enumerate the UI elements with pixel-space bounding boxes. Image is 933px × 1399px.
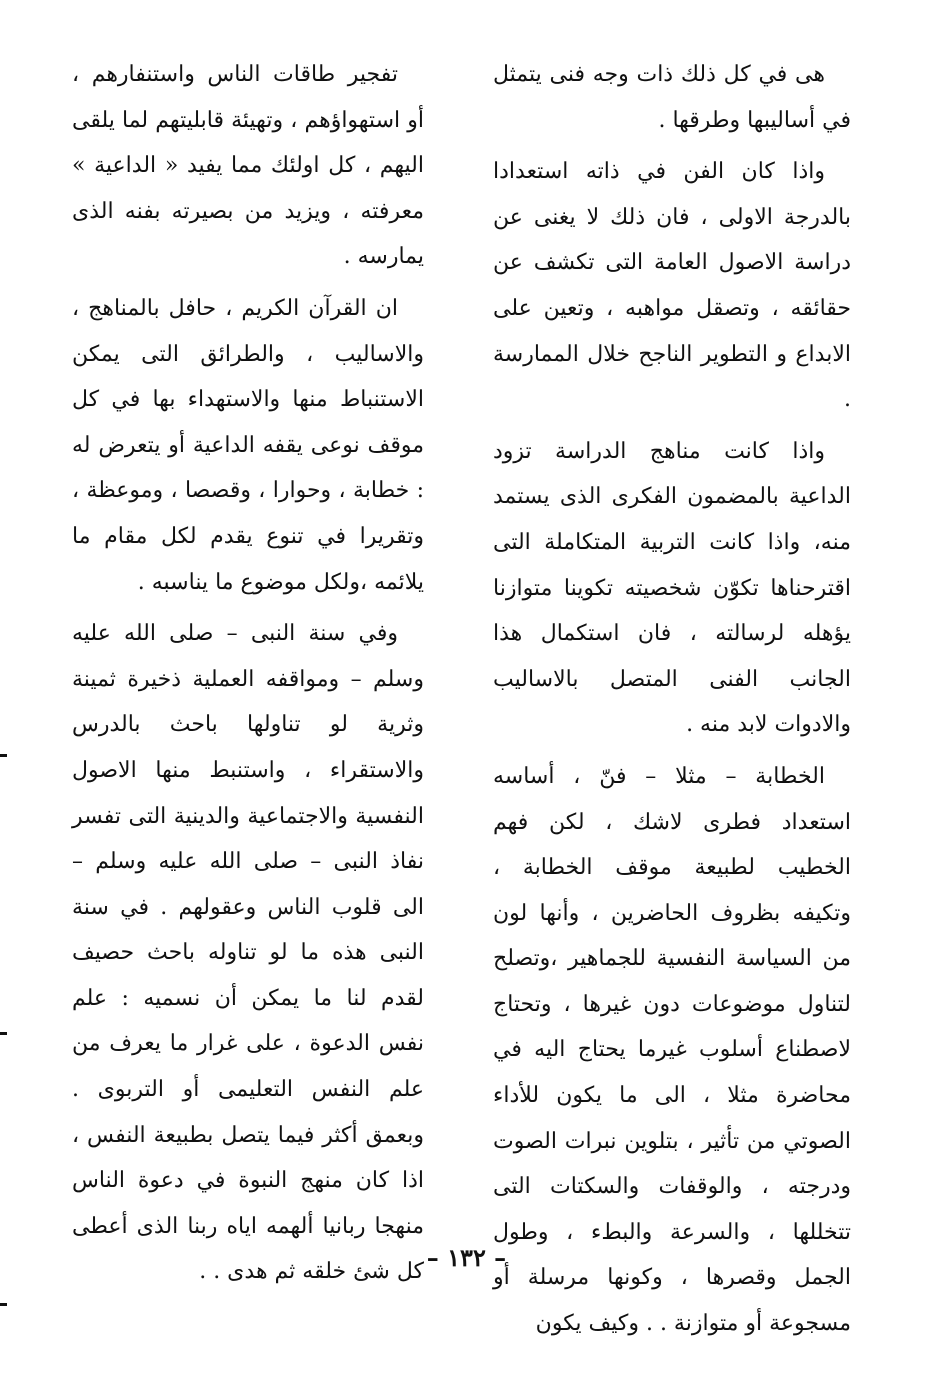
scan-margin-mark [0, 1303, 7, 1306]
paragraph: واذا كانت مناهج الدراسة تزود الداعية بالمضمون الفكرى الذى يستمد منه، واذا كانت التربية المتكاملة التى اقترحناها تكوّن شخصيته تكوينا متوازنا يؤهله لرسالته ، فان استكمال هذا الجانب الفنى المتصل بالاساليب والادوات لابد منه . [493, 438, 851, 738]
paragraph: هى في كل ذلك ذات وجه فنى يتمثل في أساليبها وطرقها . [493, 62, 851, 133]
paragraph: ان القرآن الكريم ، حافل بالمناهج ، والاساليب ، والطرائق التى يمكن الاستنباط منها والاستهداء بها في كل موقف نوعى يقفه الداعية أو يتعرض له : خطابة ، وحوارا ، وقصصا ، وموعظة ، وتقريرا في تنوع يقدم لكل مقام ما يلائمه ،ولكل موضوع ما يناسبه . [72, 295, 424, 595]
paragraph: الخطابة – مثلا – فنّ ، أساسه استعداد فطرى لاشك ، لكن فهم الخطيب لطبيعة موقف الخطابة ، وتكيفه بظروف الحاضرين ، وأنها لون من السياسة النفسية للجماهير ،وتصلح لتناول موضوعات دون غيرها ، وتحتاج لاصطناع أسلوب غيرما يحتاج اليه في محاضرة مثلا ، الى ما يكون للأداء الصوتي من تأثير ، بتلوين نبرات الصوت ودرجته ، والوقفات والسكتات التى تتخللها ، والسرعة والبطء ، وطول الجمل وقصرها ، وكونها مرسلة أو مسجوعة أو متوازنة . . وكيف يكون [493, 763, 851, 1337]
paragraph: تفجير طاقات الناس واستنفارهم ، أو استهواؤهم ، وتهيئة قابليتهم لما يلقى اليهم ، كل اولئك مما يفيد « الداعية » معرفته ، ويزيد من بصيرته بفنه الذى يمارسه . [72, 62, 424, 270]
paragraph: وفي سنة النبى – صلى الله عليه وسلم – ومواقفه العملية ذخيرة ثمينة وثرية لو تناولها باحث بالدرس والاستقراء ، واستنبط منها الاصول النفسية والاجتماعية والدينية التى تفسر نفاذ النبى – صلى الله عليه وسلم – الى قلوب الناس وعقولهم . في سنة النبى هذه ما لو تناوله باحث حصيف لقدم لنا ما يمكن أن نسميه : علم نفس الدعوة ، على غرار ما يعرف من علم النفس التعليمى أو التربوى . وبعمق أكثر فيما يتصل بطبيعة النفس ، اذا كان منهج النبوة في دعوة الناس منهجا ربانيا ألهمه اياه ربنا الذى أعطى كل شئ خلقه ثم هدى . . [72, 621, 424, 1285]
scan-margin-mark [0, 754, 7, 757]
left-column [72, 52, 424, 1295]
page-number: – ١٣٢ – [426, 1243, 507, 1272]
scan-margin-mark [0, 1032, 7, 1035]
right-column [493, 52, 851, 1347]
paragraph: واذا كان الفن في ذاته استعدادا بالدرجة الاولى ، فان ذلك لا يغنى عن دراسة الاصول العامة التى تكشف عن حقائقه ، وتصقل مواهبه ، وتعين على الابداع و التطوير الناجح خلال الممارسة . [493, 159, 851, 413]
